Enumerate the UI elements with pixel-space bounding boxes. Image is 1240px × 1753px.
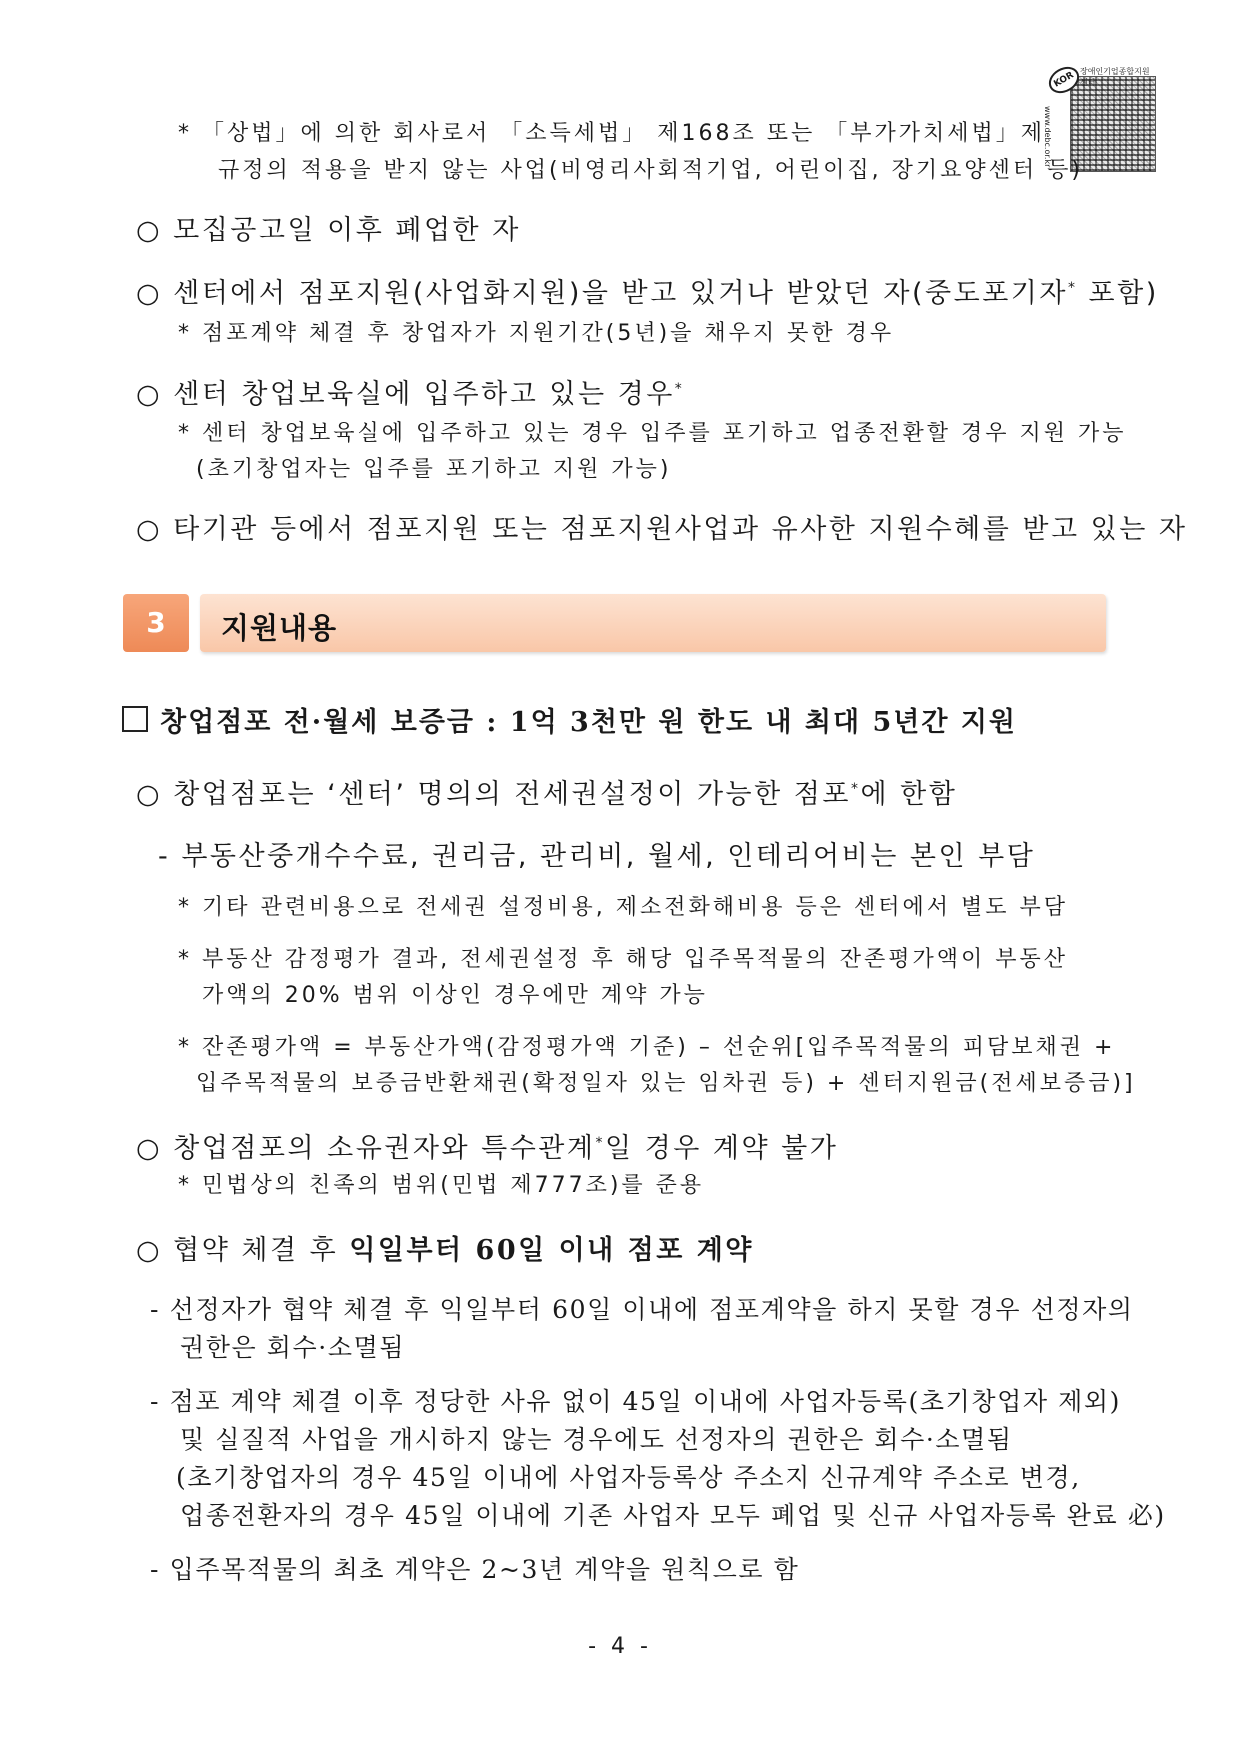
note-civil-law: * 민법상의 친족의 범위(민법 제777조)를 준용 <box>178 1173 705 1198</box>
bullet-closed-after-notice: ○ 모집공고일 이후 폐업한 자 <box>136 215 521 246</box>
note-incubator-1: * 센터 창업보육실에 입주하고 있는 경우 입주를 포기하고 업종전환할 경우 지원 가능 <box>178 421 1127 446</box>
top-note-line-1: * 「상법」에 의한 회사로서 「소득세법」 제168조 또는 「부가가치세법」제 <box>178 121 1045 146</box>
dash-deadline-1: - 선정자가 협약 체결 후 익일부터 60일 이내에 점포계약을 하지 못할 경우 선정자의 <box>150 1295 1134 1324</box>
bullet-contract-deadline: ○ 협약 체결 후 익일부터 60일 이내 점포 계약 <box>136 1235 754 1266</box>
note-contract-period: * 점포계약 체결 후 창업자가 지원기간(5년)을 채우지 못한 경우 <box>178 321 895 346</box>
dash-deadline-2: 권한은 회수·소멸됨 <box>180 1333 406 1362</box>
dash-registration-1: - 점포 계약 체결 이후 정당한 사유 없이 45일 이내에 사업자등록(초기창업자 제외) <box>150 1387 1122 1416</box>
dash-initial-contract: - 입주목적물의 최초 계약은 2~3년 계약을 원칙으로 함 <box>150 1555 800 1584</box>
page-number: - 4 - <box>588 1634 652 1659</box>
note-residual-1: * 잔존평가액 = 부동산가액(감정평가액 기준) – 선순위[입주목적물의 피담보채권 + <box>178 1035 1116 1060</box>
note-other-costs: * 기타 관련비용으로 전세권 설정비용, 제소전화해비용 등은 센터에서 별도 부담 <box>178 895 1068 920</box>
bullet-special-relation: ○ 창업점포의 소유권자와 특수관계*일 경우 계약 불가 <box>136 1133 839 1164</box>
dash-registration-3: (초기창업자의 경우 45일 이내에 사업자등록상 주소지 신규계약 주소로 변경, <box>176 1463 1081 1492</box>
bullet-store-lease-condition: ○ 창업점포는 ‘센터’ 명의의 전세권설정이 가능한 점포*에 한함 <box>136 779 958 810</box>
bullet-other-agency-support: ○ 타기관 등에서 점포지원 또는 점포지원사업과 유사한 지원수혜를 받고 있는 자 <box>136 514 1188 545</box>
main-heading: 창업점포 전·월세 보증금 : 1억 3천만 원 한도 내 최대 5년간 지원 <box>160 707 1018 738</box>
dash-self-burden: - 부동산중개수수료, 권리금, 관리비, 월세, 인테리어비는 본인 부담 <box>158 841 1036 872</box>
bullet-received-store-support: ○ 센터에서 점포지원(사업화지원)을 받고 있거나 받았던 자(중도포기자* 포함) <box>136 278 1159 309</box>
kor-badge: KOR <box>1044 62 1084 99</box>
note-appraisal-2: 가액의 20% 범위 이상인 경우에만 계약 가능 <box>202 983 708 1008</box>
note-residual-2: 입주목적물의 보증금반환채권(확정일자 있는 임차권 등) + 센터지원금(전세보증금)] <box>196 1071 1136 1096</box>
note-appraisal-1: * 부동산 감정평가 결과, 전세권설정 후 해당 입주목적물의 잔존평가액이 부동산 <box>178 947 1068 972</box>
dash-registration-4: 업종전환자의 경우 45일 이내에 기존 사업자 모두 폐업 및 신규 사업자등록 완료 必) <box>180 1501 1166 1530</box>
heading-checkbox-icon <box>122 706 148 732</box>
dash-registration-2: 및 실질적 사업을 개시하지 않는 경우에도 선정자의 권한은 회수·소멸됨 <box>180 1425 1013 1454</box>
section-number-badge: 3 <box>123 594 189 652</box>
bullet-incubator-tenant: ○ 센터 창업보육실에 입주하고 있는 경우* <box>136 379 685 410</box>
logo-url: www.debc.or.kr <box>1043 106 1052 168</box>
note-incubator-2: (초기창업자는 입주를 포기하고 지원 가능) <box>196 457 672 482</box>
section-title: 지원내용 <box>221 611 338 645</box>
logo-org-name: 장애인기업종합지원센터 <box>1080 67 1150 87</box>
top-note-line-2: 규정의 적용을 받지 않는 사업(비영리사회적기업, 어린이집, 장기요양센터 등) <box>218 158 1083 183</box>
